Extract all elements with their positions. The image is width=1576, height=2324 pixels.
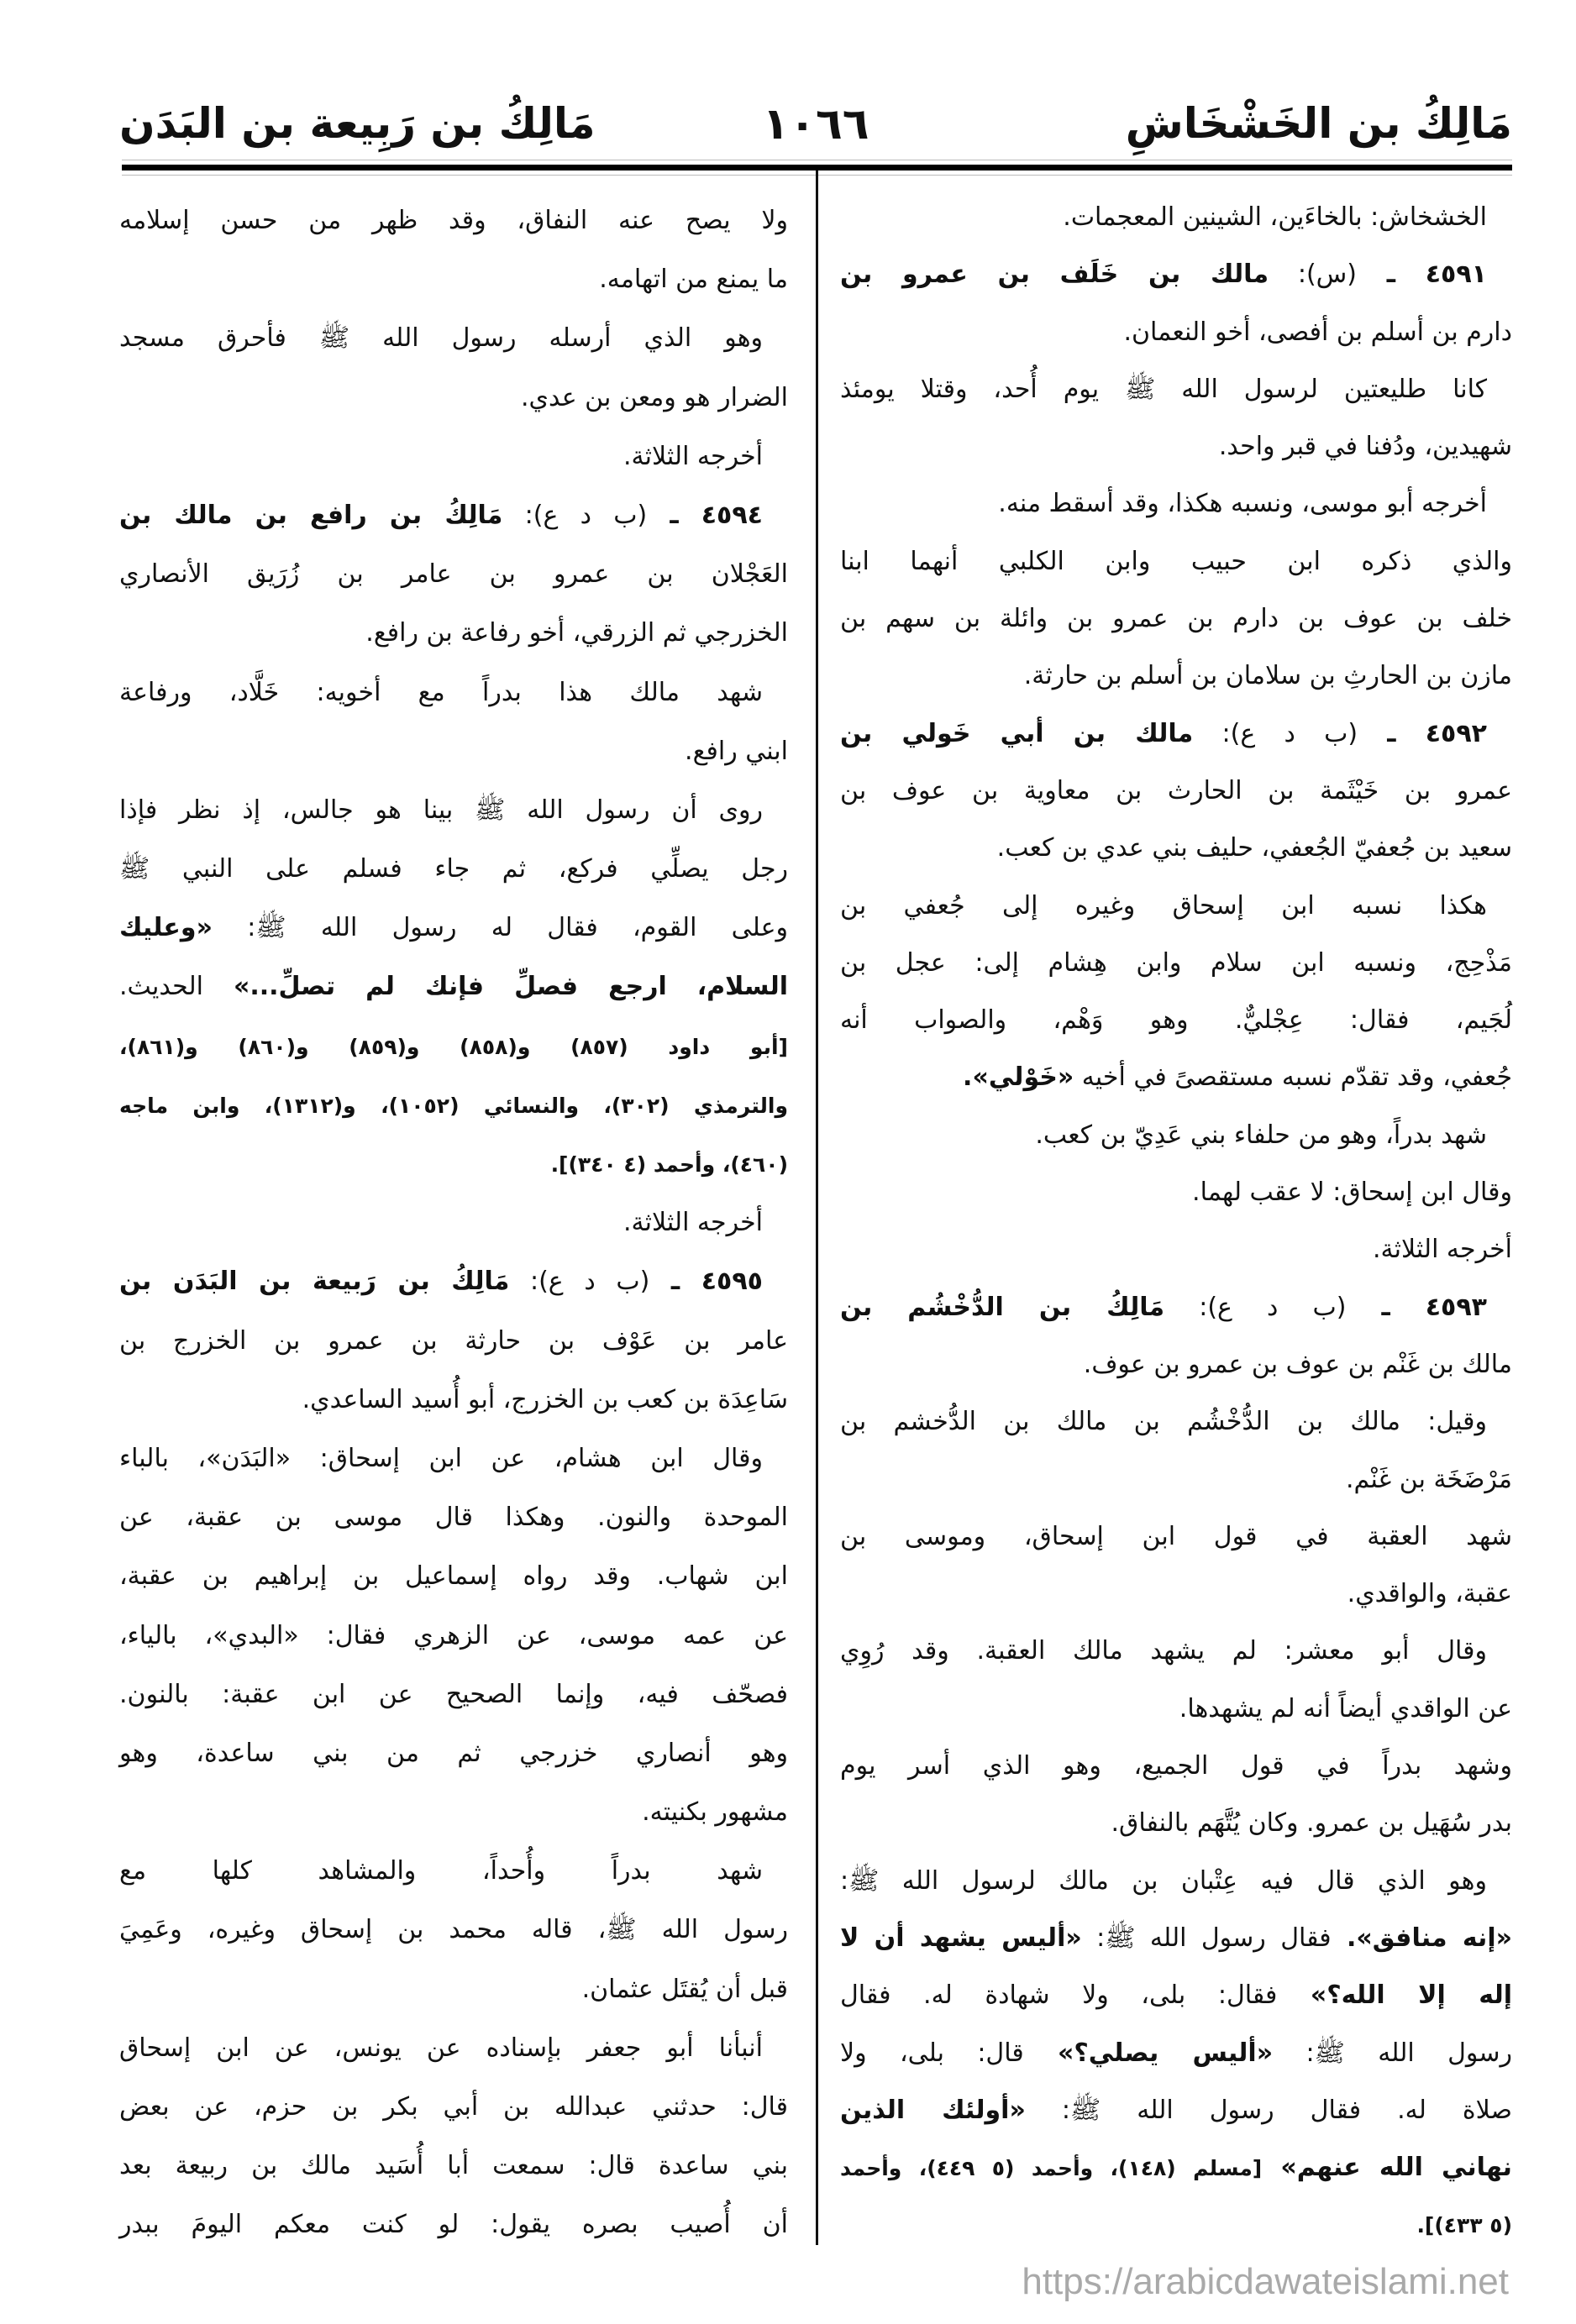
- body-text: لُجَيم، فقال: عِجْليٌّ. وهو وَهْم، والصواب أنه: [840, 1005, 1512, 1036]
- citation-text: والترمذي (٣٠٢)، والنسائي (١٠٥٢)، و(١٣١٢)، وابن ماجه: [119, 1093, 789, 1118]
- citation-text: (٤٦٠)، وأحمد (٤ ٣٤٠)].: [550, 1152, 788, 1177]
- header-rule: [122, 165, 1512, 170]
- body-text: رسول الله ﷺ:: [1273, 2038, 1512, 2068]
- body-text: جُعفي، وقد تقدّم نسبه مستقصىً في أخيه: [1074, 1062, 1512, 1093]
- text-line: [840, 1279, 1512, 1336]
- body-text: والذي ذكره ابن حبيب وابن الكلبي أنهما ابنا: [840, 546, 1512, 576]
- text-line: [840, 189, 1512, 246]
- body-text: بني ساعدة قال: سمعت أبا أُسَيد مالك بن ربيعة بعد: [119, 2151, 788, 2181]
- body-text: وهو أنصاري خزرجي ثم من بني ساعدة، وهو: [119, 1738, 788, 1768]
- text-line: [840, 763, 1512, 820]
- body-text: قبل أن يُقتَل عثمان.: [581, 1974, 788, 2004]
- text-line: [119, 309, 788, 368]
- text-line: [119, 2137, 788, 2195]
- text-line: [119, 1430, 788, 1488]
- bold-text: مَالِكُ بن رافع بن مالك بن: [119, 500, 503, 530]
- body-text: رجل يصلِّي فركع، ثم جاء فسلم على النبي ﷺ: [119, 854, 788, 884]
- body-text: عمرو بن خَيْثَمة بن الحارث بن معاوية بن عوف بن: [840, 775, 1512, 805]
- text-line: [119, 1607, 788, 1666]
- body-text: ما يمنع من اتهامه.: [599, 265, 788, 295]
- text-line: [840, 2082, 1512, 2139]
- body-text: الضرار هو ومعن بن عدي.: [520, 382, 788, 412]
- body-text: مازن بن الحارثِ بن سلامان بن أسلم بن حارثة.: [1023, 661, 1512, 691]
- body-text: (ب د ع):: [1164, 1292, 1347, 1322]
- bold-text: ٤٥٩١ ـ: [1357, 260, 1487, 290]
- body-text: مَرْضَخَة بن غَنْم.: [1345, 1464, 1512, 1494]
- text-line: [840, 820, 1512, 877]
- text-line: [840, 2025, 1512, 2082]
- text-line: [119, 486, 788, 545]
- text-line: [840, 706, 1512, 763]
- body-text: شهيدين، ودُفنا في قبر واحد.: [1218, 432, 1512, 462]
- body-text: فقال رسول الله ﷺ:: [1081, 1923, 1332, 1953]
- body-text: سعيد بن جُعفيّ الجُعفي، حليف بني عدي بن كعب.: [996, 833, 1512, 863]
- column-divider: [816, 170, 818, 2245]
- text-line: [119, 1312, 788, 1371]
- body-text: خلف بن عوف بن دارم بن عمرو بن وائلة بن سهم بن: [840, 604, 1512, 634]
- body-text: شهد بدراً وأُحداً، والمشاهد كلها مع: [119, 1856, 763, 1886]
- body-text: وقال ابن إسحاق: لا عقب لهما.: [1192, 1178, 1512, 1208]
- text-line: [119, 664, 788, 722]
- body-text: الموحدة والنون. وهكذا قال موسى بن عقبة، عن: [119, 1503, 788, 1533]
- text-line: [840, 418, 1512, 475]
- bold-text: «أولئك الذين: [840, 2095, 1026, 2125]
- body-text: وقال أبو معشر: لم يشهد مالك العقبة. وقد رُوِي: [840, 1636, 1487, 1666]
- text-line: [840, 1623, 1512, 1680]
- text-line: [119, 781, 788, 840]
- text-line: [119, 191, 788, 250]
- bold-text: ٤٥٩٣ ـ: [1346, 1292, 1487, 1322]
- body-text: هكذا نسبه ابن إسحاق وغيره إلى جُعفي بن: [840, 890, 1487, 921]
- text-line: [840, 992, 1512, 1049]
- running-head-left: مَالِكُ بن رَبِيعة بن البَدَن: [119, 99, 596, 148]
- text-line: [119, 1547, 788, 1606]
- text-line: [840, 1164, 1512, 1221]
- body-text: (س):: [1269, 260, 1357, 290]
- body-text: مشهور بكنيته.: [642, 1797, 788, 1828]
- bold-text: «وعليك: [119, 913, 213, 943]
- body-text: أخرجه الثلاثة.: [1373, 1235, 1512, 1265]
- text-line: [840, 648, 1512, 705]
- text-line: [840, 1336, 1512, 1393]
- running-head-right: مَالِكُ بن الخَشْخَاشِ: [1125, 99, 1512, 148]
- text-line: [840, 590, 1512, 648]
- text-line: [119, 428, 788, 486]
- bold-text: مالك بن أبي خَولي بن: [840, 718, 1194, 748]
- body-text: أن أُصيب بصره يقول: لو كنت معكم اليومَ ببدر: [119, 2210, 788, 2240]
- text-line: [119, 1842, 788, 1901]
- citation-text: [مسلم (١٤٨)، وأحمد (٥ ٤٤٩)، وأحمد: [840, 2156, 1263, 2181]
- body-text: (ب د ع):: [1193, 718, 1358, 748]
- body-text: فصحّف فيه، وإنما الصحيح عن ابن عقبة: بالنون.: [119, 1679, 788, 1709]
- body-text: أخرجه أبو موسى، ونسبه هكذا، وقد أسقط منه.: [998, 489, 1487, 519]
- body-text: وقال ابن هشام، عن ابن إسحاق: «البَدَن»، بالباء: [119, 1443, 763, 1473]
- text-line: [840, 1221, 1512, 1278]
- bold-text: مَالِكُ بن رَبيعة بن البَدَن بن: [119, 1267, 510, 1297]
- body-text: شهد بدراً، وهو من حلفاء بني عَدِيّ بن كعب.: [1035, 1120, 1487, 1150]
- text-line: [119, 1371, 788, 1430]
- body-text: الخزرجي ثم الزرقي، أخو رفاعة بن رافع.: [365, 618, 788, 648]
- text-line: [119, 2078, 788, 2137]
- text-line: [119, 1193, 788, 1252]
- text-line: [840, 1107, 1512, 1164]
- text-line: [119, 1666, 788, 1724]
- text-line: [840, 2139, 1512, 2196]
- text-line: [119, 1252, 788, 1311]
- body-text: أخرجه الثلاثة.: [623, 1208, 763, 1238]
- body-text: فقال: بلى، ولا شهادة له. فقال: [840, 1980, 1278, 2011]
- body-text: دارم بن أسلم بن أفصى، أخو النعمان.: [1123, 317, 1512, 347]
- text-line: [119, 545, 788, 604]
- text-line: [840, 1566, 1512, 1623]
- text-line: [840, 935, 1512, 992]
- bold-text: ٤٥٩٥ ـ: [649, 1267, 763, 1297]
- text-line: [119, 1901, 788, 1959]
- body-text: مَذْحِج، ونسبه ابن سلام وابن هِشام إلى: عجل بن: [840, 947, 1512, 978]
- body-text: بدر سُهَيل بن عمرو. وكان يُتَّهَم بالنفاق.: [1111, 1808, 1512, 1839]
- text-line: [119, 1135, 788, 1193]
- text-line: [840, 246, 1512, 303]
- bold-text: نهاني الله عنهم»: [1262, 2153, 1512, 2183]
- text-line: [119, 1960, 788, 2019]
- body-text: (ب د ع):: [509, 1267, 650, 1297]
- body-text: عن عمه موسى، عن الزهري فقال: «البدي»، بالياء،: [119, 1620, 788, 1650]
- bold-text: «خَوْلي».: [963, 1062, 1074, 1093]
- body-text: سَاعِدَة بن كعب بن الخزرج، أبو أُسيد الساعدي.: [302, 1384, 788, 1414]
- bold-text: «أليس يصلي؟»: [1023, 2038, 1274, 2068]
- body-text: قال: بلى، ولا: [840, 2038, 1024, 2068]
- body-text: مالك بن غَنْم بن عوف بن عمرو بن عوف.: [1083, 1349, 1512, 1379]
- body-text: وعلى القوم، فقال له رسول الله ﷺ:: [212, 913, 788, 943]
- text-line: [119, 1488, 788, 1547]
- body-text: (ب د ع):: [502, 500, 648, 530]
- body-text: ابني رافع.: [685, 736, 788, 766]
- bold-text: «أليس يشهد أن لا: [840, 1923, 1082, 1953]
- body-text: روى أن رسول الله ﷺ بينا هو جالس، إذ نظر فإذا: [119, 795, 763, 825]
- text-line: [840, 475, 1512, 532]
- text-line: [119, 2019, 788, 2078]
- text-line: [840, 1681, 1512, 1738]
- text-line: [840, 1451, 1512, 1508]
- bold-text: ٤٥٩٤ ـ: [647, 500, 763, 530]
- page-number: ١٠٦٦: [762, 99, 869, 150]
- body-text: شهد العقبة في قول ابن إسحاق، وموسى بن: [840, 1521, 1512, 1551]
- bold-text: مالك بن خَلَف بن عمرو بن: [840, 260, 1269, 290]
- body-text: قال: حدثني عبدالله بن أبي بكر بن حزم، عن بعض: [119, 2092, 788, 2122]
- body-text: شهد مالك هذا بدراً مع أخويه: خَلَّاد، ورفاعة: [119, 677, 763, 707]
- body-text: عن الواقدي أيضاً أنه لم يشهدها.: [1179, 1693, 1512, 1723]
- body-text: ابن شهاب. وقد رواه إسماعيل بن إبراهيم بن عقبة،: [119, 1561, 788, 1592]
- citation-text: (٥ ٤٣٣)].: [1416, 2213, 1512, 2238]
- text-line: [840, 1967, 1512, 2024]
- text-line: [840, 1738, 1512, 1795]
- bold-text: «إنه منافق».: [1331, 1923, 1512, 1953]
- text-line: [840, 1910, 1512, 1967]
- left-column: [119, 191, 788, 2255]
- body-text: عقبة، والواقدي.: [1347, 1579, 1512, 1609]
- text-line: [840, 878, 1512, 935]
- text-line: [119, 899, 788, 957]
- body-text: وقيل: مالك بن الدُّخْشُم بن مالك بن الدُّخشم بن: [840, 1407, 1487, 1437]
- body-text: عامر بن عَوْف بن حارثة بن عمرو بن الخزرج بن: [119, 1325, 788, 1356]
- text-line: [840, 1795, 1512, 1852]
- body-text: وشهد بدراً في قول الجميع، وهو الذي أسر يوم: [840, 1751, 1512, 1781]
- text-line: [840, 1393, 1512, 1451]
- body-text: أخرجه الثلاثة.: [623, 441, 763, 471]
- body-text: أنبأنا أبو جعفر بإسناده عن يونس، عن ابن إسحاق: [119, 2033, 763, 2063]
- bold-text: السلام، ارجع فصلِّ فإنك لم تصلِّ...»: [202, 972, 788, 1002]
- text-line: [119, 957, 788, 1016]
- body-text: الحديث.: [119, 972, 203, 1002]
- text-line: [840, 1508, 1512, 1566]
- body-text: وهو الذي أرسله رسول الله ﷺ فأحرق مسجد: [119, 323, 763, 354]
- text-line: [119, 722, 788, 781]
- body-text: صلاة له. فقال رسول الله ﷺ:: [1025, 2095, 1513, 2125]
- text-line: [119, 1783, 788, 1842]
- text-line: [119, 2195, 788, 2254]
- bold-text: ٤٥٩٢ ـ: [1358, 718, 1487, 748]
- text-line: [840, 2196, 1512, 2253]
- watermark-url: https://arabicdawateislami.net: [1022, 2261, 1509, 2302]
- text-line: [840, 1853, 1512, 1910]
- right-column: [840, 189, 1512, 2254]
- text-line: [119, 1017, 788, 1076]
- body-text: كانا طليعتين لرسول الله ﷺ يوم أُحد، وقتلا يومئذ: [840, 374, 1487, 404]
- text-line: [119, 250, 788, 309]
- body-text: الخشخاش: بالخاءَين، الشينين المعجمات.: [1063, 202, 1487, 232]
- body-text: رسول الله ﷺ، قاله محمد بن إسحاق وغيره، وعَمِيَ: [119, 1915, 788, 1945]
- text-line: [840, 1049, 1512, 1106]
- text-line: [119, 840, 788, 899]
- citation-text: [أبو داود (٨٥٧) و(٨٥٨) و(٨٥٩) و(٨٦٠) و(٨٦١)،: [119, 1034, 788, 1059]
- text-line: [840, 361, 1512, 418]
- text-line: [840, 304, 1512, 361]
- text-line: [119, 604, 788, 663]
- text-line: [119, 369, 788, 428]
- text-line: [119, 1724, 788, 1783]
- text-line: [840, 533, 1512, 590]
- text-line: [119, 1076, 788, 1135]
- body-text: ولا يصح عنه النفاق، وقد ظهر من حسن إسلامه: [119, 206, 788, 235]
- body-text: العَجْلان بن عمرو بن عامر بن زُرَيق الأنصاري: [119, 559, 788, 590]
- bold-text: إله إلا الله؟»: [1277, 1980, 1512, 2011]
- bold-text: مَالِكُ بن الدُّخْشُم بن: [840, 1292, 1165, 1322]
- body-text: وهو الذي قال فيه عِتْبان بن مالك لرسول الله ﷺ:: [840, 1865, 1487, 1896]
